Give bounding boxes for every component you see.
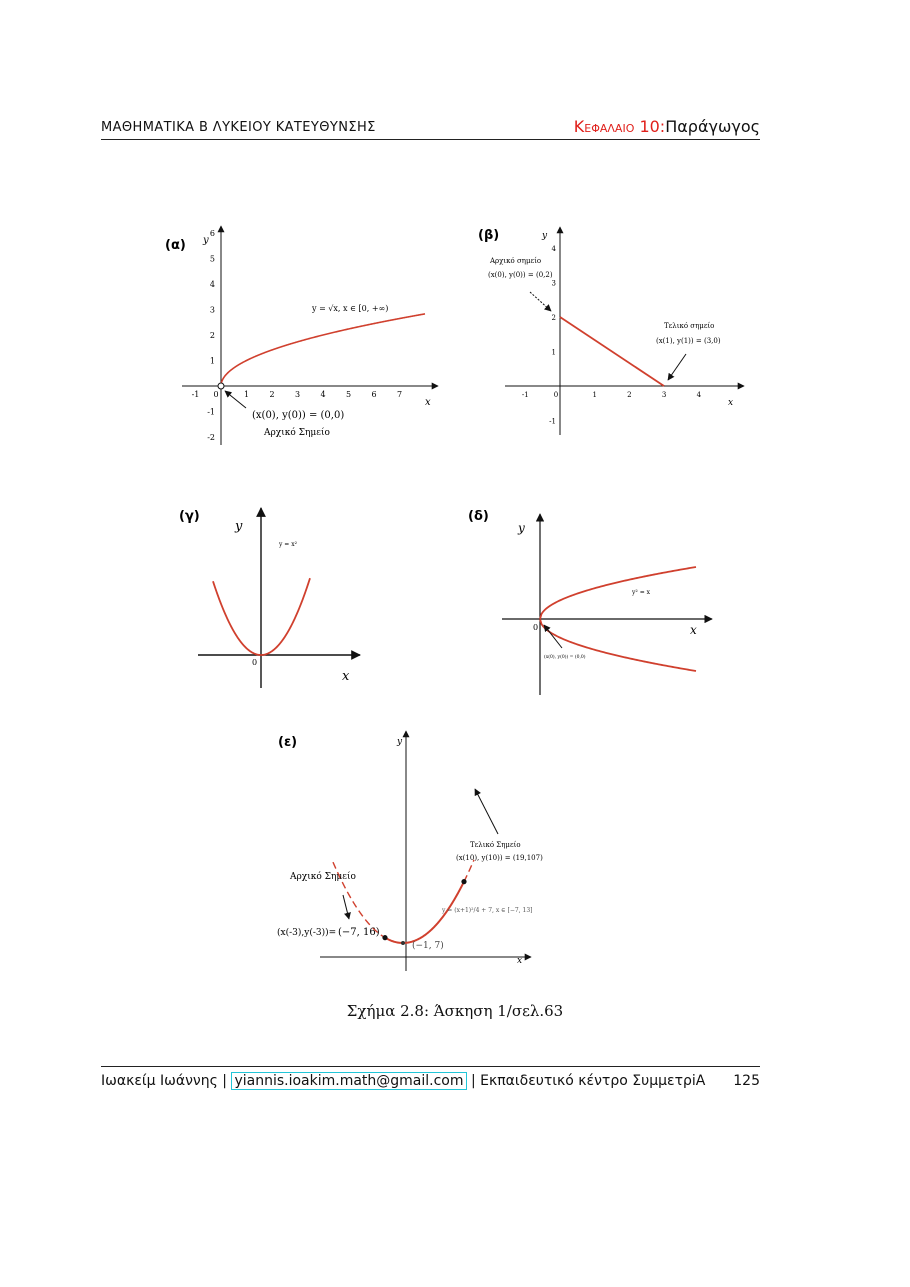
panel-a-y-tick: 3 bbox=[209, 305, 215, 315]
panel-a-point-name: Αρχικό Σημείο bbox=[264, 428, 330, 438]
footer-author: Ιωακείμ Ιωάννης | bbox=[101, 1073, 227, 1089]
panel-a-y-tick: 2 bbox=[209, 331, 215, 340]
panel-b-y-tick: 2 bbox=[551, 314, 556, 322]
panel-a-y-tick: 5 bbox=[209, 254, 215, 264]
panel-b-end-coords: (x(1), y(1)) = (3,0) bbox=[656, 337, 721, 345]
panel-a-y-tick: 6 bbox=[209, 229, 215, 238]
panel-a-y-tick: 4 bbox=[209, 280, 215, 289]
panel-b-end-arrow bbox=[668, 354, 686, 380]
panel-e-end-arrow bbox=[475, 789, 498, 834]
panel-b-end-name: Τελικό σημείο bbox=[664, 322, 715, 330]
page-number: 125 bbox=[733, 1073, 760, 1089]
panel-a-y-tick: 1 bbox=[209, 356, 215, 366]
footer bbox=[101, 1073, 705, 1089]
panel-c bbox=[179, 508, 360, 688]
panel-a-x-tick: 7 bbox=[396, 390, 403, 399]
panel-e bbox=[277, 731, 543, 971]
panel-a-y-ticks bbox=[207, 229, 215, 442]
panel-e-start-coords-prefix: (x(-3),y(-3))= bbox=[277, 928, 337, 938]
panel-c-x-label: x bbox=[342, 669, 350, 684]
panel-e-y-label: y bbox=[397, 737, 403, 747]
footer-rule bbox=[101, 1066, 760, 1067]
panel-d-point-coords: (x(0), y(0)) = (0,0) bbox=[544, 655, 586, 660]
panel-b bbox=[478, 227, 744, 435]
panel-b-x-ticks bbox=[522, 391, 702, 399]
footer-center: | Εκπαιδευτικό κέντρο ΣυμμετρiΑ bbox=[470, 1073, 706, 1089]
panel-a-x-tick: 0 bbox=[213, 390, 219, 399]
panel-e-start-arrow bbox=[343, 895, 349, 919]
panel-a-x-label: x bbox=[425, 397, 431, 408]
panel-c-origin: 0 bbox=[252, 658, 258, 667]
panel-b-x-label: x bbox=[728, 398, 734, 408]
panel-d-equation: y² = x bbox=[632, 589, 651, 596]
running-header-left: ΜΑΘΗΜΑΤΙΚΑ Β ΛΥΚΕΙΟΥ ΚΑΤΕΥΘΥΝΣΗΣ bbox=[101, 120, 376, 135]
panel-e-start-coords-value: (−7, 16) bbox=[338, 927, 380, 938]
chapter-title: Παράγωγος bbox=[665, 117, 760, 136]
panel-a bbox=[165, 226, 438, 445]
panel-a-x-tick: 6 bbox=[371, 390, 377, 399]
panel-e-x-label: x bbox=[517, 956, 523, 966]
panel-a-x-tick: 3 bbox=[294, 390, 301, 399]
panel-c-equation: y = x² bbox=[279, 541, 298, 548]
panel-a-x-tick: 4 bbox=[320, 390, 326, 399]
panel-b-start-coords: (x(0), y(0)) = (0,2) bbox=[488, 271, 553, 279]
panel-b-start-name: Αρχικό σημείο bbox=[490, 257, 542, 265]
panel-b-x-tick: -1 bbox=[521, 391, 529, 399]
panel-e-vertex-label: (−1, 7) bbox=[412, 941, 444, 951]
panel-d-x-label: x bbox=[690, 623, 697, 637]
panel-a-y-label: y bbox=[203, 235, 209, 246]
panel-a-label: (α) bbox=[165, 238, 186, 253]
panel-e-label: (ε) bbox=[278, 735, 298, 750]
panel-a-curve bbox=[221, 314, 425, 386]
panel-b-start-arrow bbox=[530, 292, 551, 311]
chapter-number: Κεφαλαιο 10: bbox=[573, 117, 666, 136]
panel-c-label: (γ) bbox=[179, 509, 200, 524]
panel-a-point-coords: (x(0), y(0)) = (0,0) bbox=[252, 410, 345, 421]
panel-c-y-label: y bbox=[235, 519, 243, 534]
panel-b-x-tick: 1 bbox=[592, 391, 597, 399]
panel-b-x-tick: 3 bbox=[661, 391, 667, 399]
panel-a-arrow bbox=[225, 391, 246, 408]
panel-e-end-name: Τελικό Σημείο bbox=[470, 841, 521, 849]
panel-a-y-tick: -1 bbox=[207, 407, 215, 417]
panel-e-start-name: Αρχικό Σημείο bbox=[290, 872, 356, 882]
figure-caption: Σχήμα 2.8: Άσκηση 1/σελ.63 bbox=[346, 1002, 564, 1020]
panel-a-x-tick: 2 bbox=[269, 390, 275, 399]
panel-a-equation: y = √x, x ∈ [0, +∞) bbox=[312, 304, 389, 313]
panel-a-x-ticks bbox=[192, 390, 402, 399]
panel-e-equation: y = (x+1)²/4 + 7, x ∈ [−7, 13] bbox=[442, 907, 533, 914]
panel-a-x-tick: -1 bbox=[191, 390, 200, 399]
panel-d-origin: 0 bbox=[533, 623, 539, 632]
panel-a-x-tick: 1 bbox=[243, 390, 250, 399]
panel-b-y-tick: 1 bbox=[551, 348, 556, 357]
panel-a-x-tick: 5 bbox=[345, 390, 352, 399]
panel-e-start-point bbox=[382, 935, 387, 940]
panel-b-y-tick: -1 bbox=[549, 417, 556, 426]
panel-e-end-point bbox=[461, 879, 466, 884]
panel-b-x-tick: 4 bbox=[696, 391, 702, 399]
footer-email-link[interactable]: yiannis.ioakim.math@gmail.com bbox=[231, 1072, 466, 1090]
panel-e-dashed-right bbox=[464, 860, 474, 882]
panel-b-label: (β) bbox=[478, 228, 500, 243]
panel-a-y-tick: -2 bbox=[207, 433, 215, 442]
panel-b-y-tick: 4 bbox=[551, 245, 556, 253]
panel-d bbox=[468, 509, 712, 695]
panel-b-y-label: y bbox=[542, 231, 548, 241]
panel-b-x-tick: 2 bbox=[627, 391, 632, 399]
panel-b-y-tick: 3 bbox=[551, 279, 556, 288]
panel-b-segment bbox=[560, 317, 664, 386]
panel-e-end-coords: (x(10), y(10)) = (19,107) bbox=[456, 854, 543, 862]
panel-d-y-label: y bbox=[518, 521, 525, 535]
panel-e-vertex-point bbox=[401, 941, 405, 945]
panel-b-x-tick: 0 bbox=[553, 391, 559, 399]
panel-d-label: (δ) bbox=[468, 509, 489, 524]
panel-a-start-point bbox=[218, 383, 224, 389]
